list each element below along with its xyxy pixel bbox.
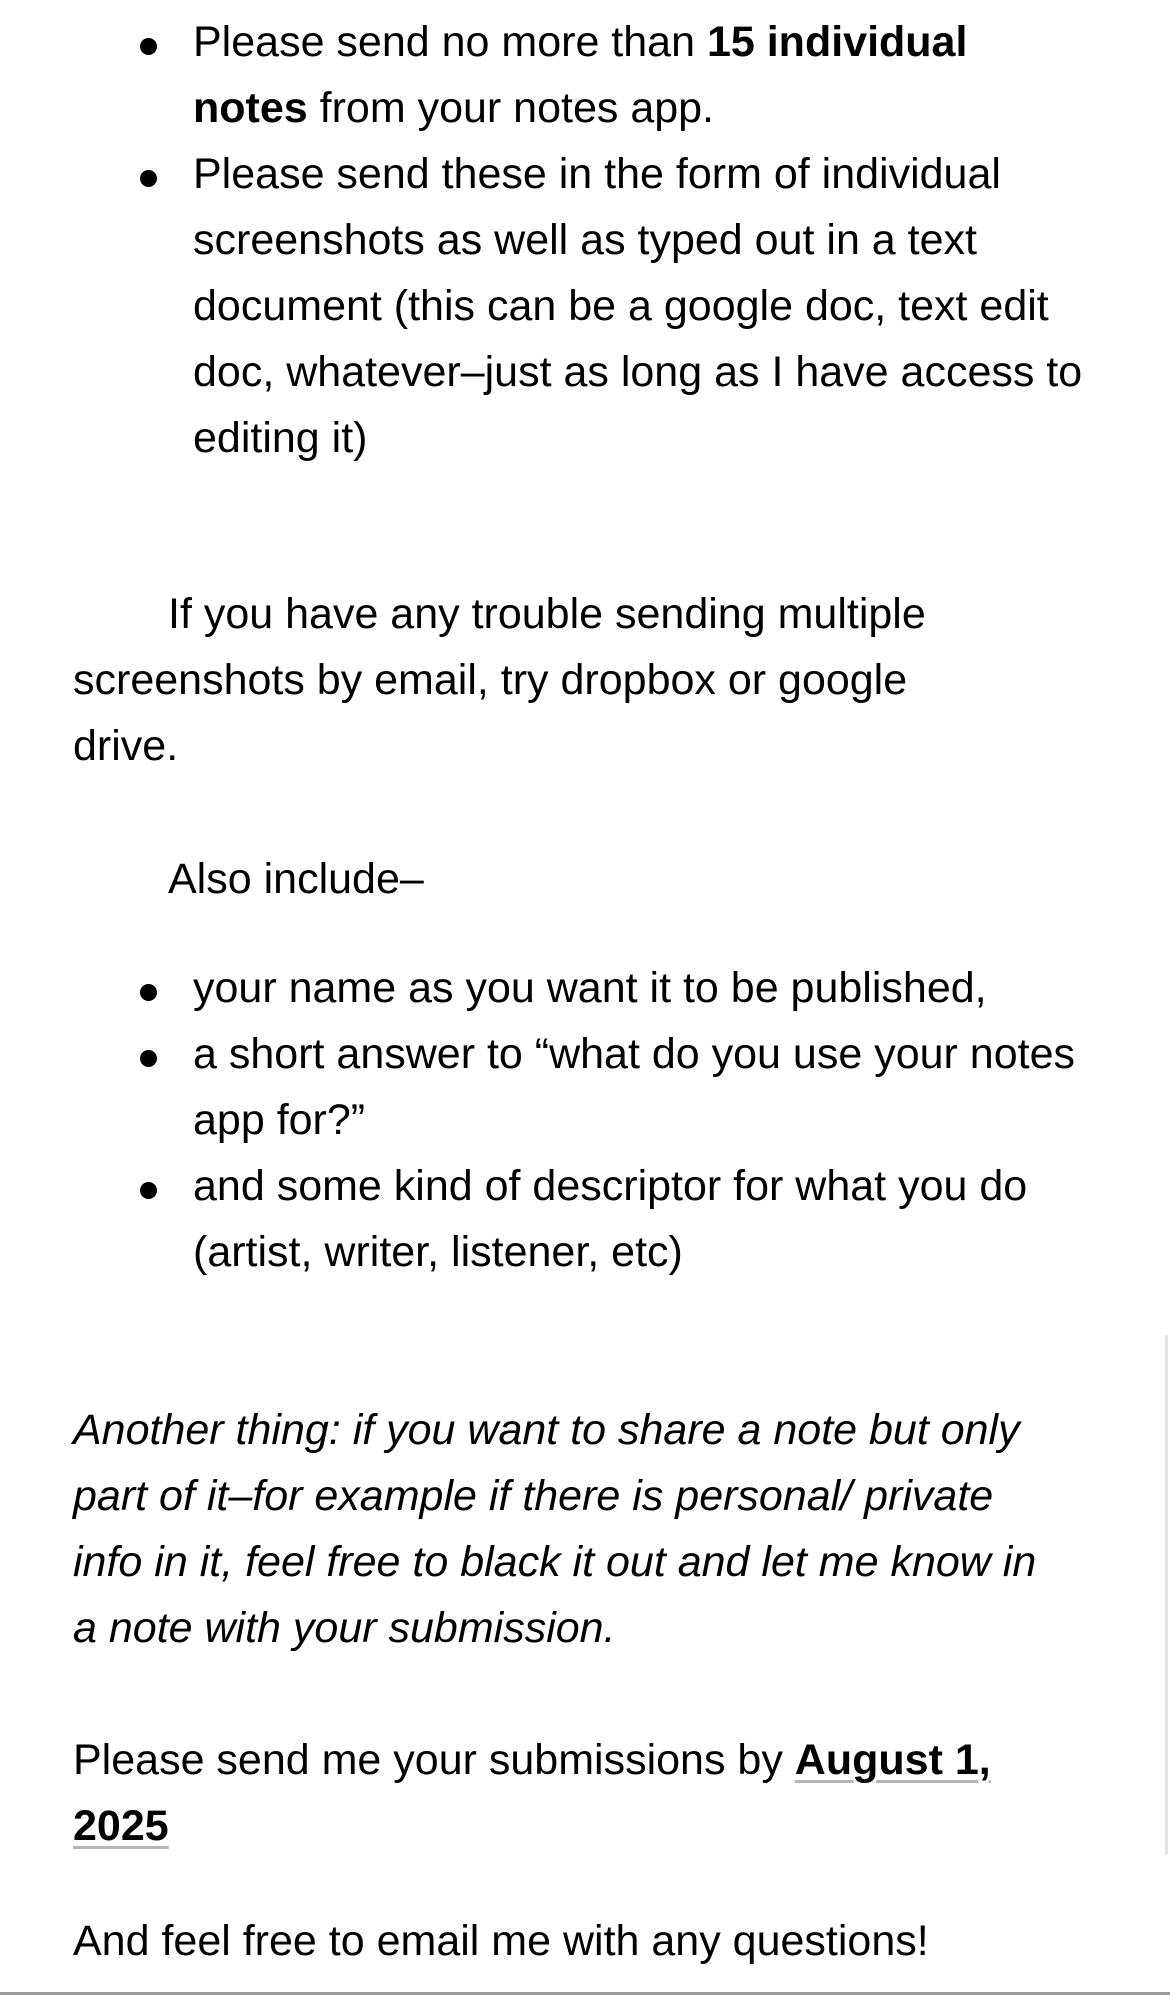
bullet-icon [140,170,157,187]
deadline-date-link[interactable]: August 1, 2025 [73,1736,991,1850]
list-item-text: and some kind of descriptor for what you do (artist, writer, listener, etc) [193,1162,1028,1276]
list-item-text: Please send these in the form of individual screenshots as well as typed out in a text document (this can be a google doc, text edit doc, whatever–just as long as I have access to editing it) [193,150,1083,462]
list-item-text: your name as you want it to be published, [193,964,987,1012]
bullet-icon [140,1050,157,1067]
bullet-icon [140,984,157,1001]
another-thing-note: Another thing: if you want to share a note but only part of it–for example if there is personal/ private info in it, feel free to black it out and let me know in a note with your submission. [73,1406,1037,1652]
include-list [0,955,1170,1285]
also-include-heading: Also include– [168,855,424,903]
requirements-list [0,9,1170,471]
bullet-icon [140,38,157,55]
scrollbar[interactable] [1165,1335,1168,1855]
list-item [0,141,1093,471]
list-item-text: from your notes app. [307,84,715,132]
list-item-text: a short answer to “what do you use your notes app for?” [193,1030,1075,1144]
list-item-text: Please send no more than [193,18,707,66]
deadline-paragraph [73,1727,1073,1859]
bullet-icon [140,1182,157,1199]
list-item [0,9,1093,141]
deadline-text: Please send me your submissions by [73,1736,795,1784]
trouble-paragraph: If you have any trouble sending multiple screenshots by email, try dropbox or google drive. [73,590,926,770]
list-item [0,1021,1093,1153]
list-item [0,1153,1093,1285]
note-count-emphasis: 15 individual notes [193,18,968,132]
closing-paragraph: And feel free to email me with any questions! [73,1917,929,1965]
list-item [0,955,1093,1021]
